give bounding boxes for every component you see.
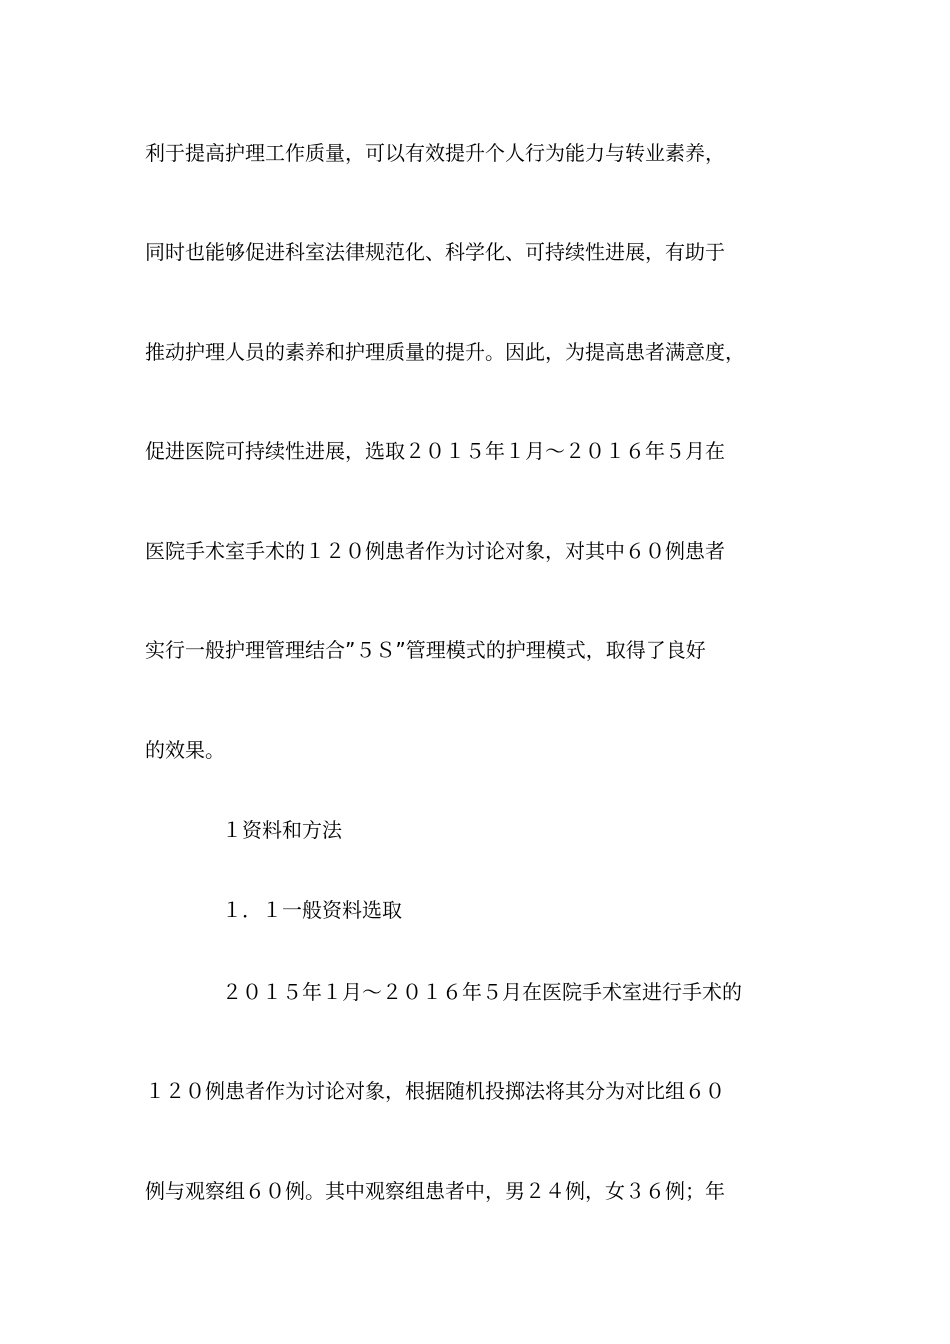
body-text-line: ２０１５年１月～２０１６年５月在医院手术室进行手术的: [222, 980, 742, 1004]
body-text-line: 推动护理人员的素养和护理质量的提升。因此，为提高患者满意度，: [145, 340, 745, 364]
body-text-line: 促进医院可持续性进展，选取２０１５年１月～２０１６年５月在: [145, 439, 725, 463]
subsection-heading: １．１一般资料选取: [222, 898, 402, 922]
body-text-line: 例与观察组６０例。其中观察组患者中，男２４例，女３６例；年: [145, 1179, 725, 1203]
body-text-line: 同时也能够促进科室法律规范化、科学化、可持续性进展，有助于: [145, 240, 725, 264]
body-text-line: １２０例患者作为讨论对象，根据随机投掷法将其分为对比组６０: [145, 1079, 725, 1103]
section-heading: １资料和方法: [222, 818, 342, 842]
body-text-line: 医院手术室手术的１２０例患者作为讨论对象，对其中６０例患者: [145, 539, 725, 563]
body-text-line: 利于提高护理工作质量，可以有效提升个人行为能力与转业素养，: [145, 141, 725, 165]
body-text-line: 实行一般护理管理结合”５Ｓ”管理模式的护理模式，取得了良好: [145, 638, 706, 662]
body-text-line: 的效果。: [145, 738, 225, 762]
